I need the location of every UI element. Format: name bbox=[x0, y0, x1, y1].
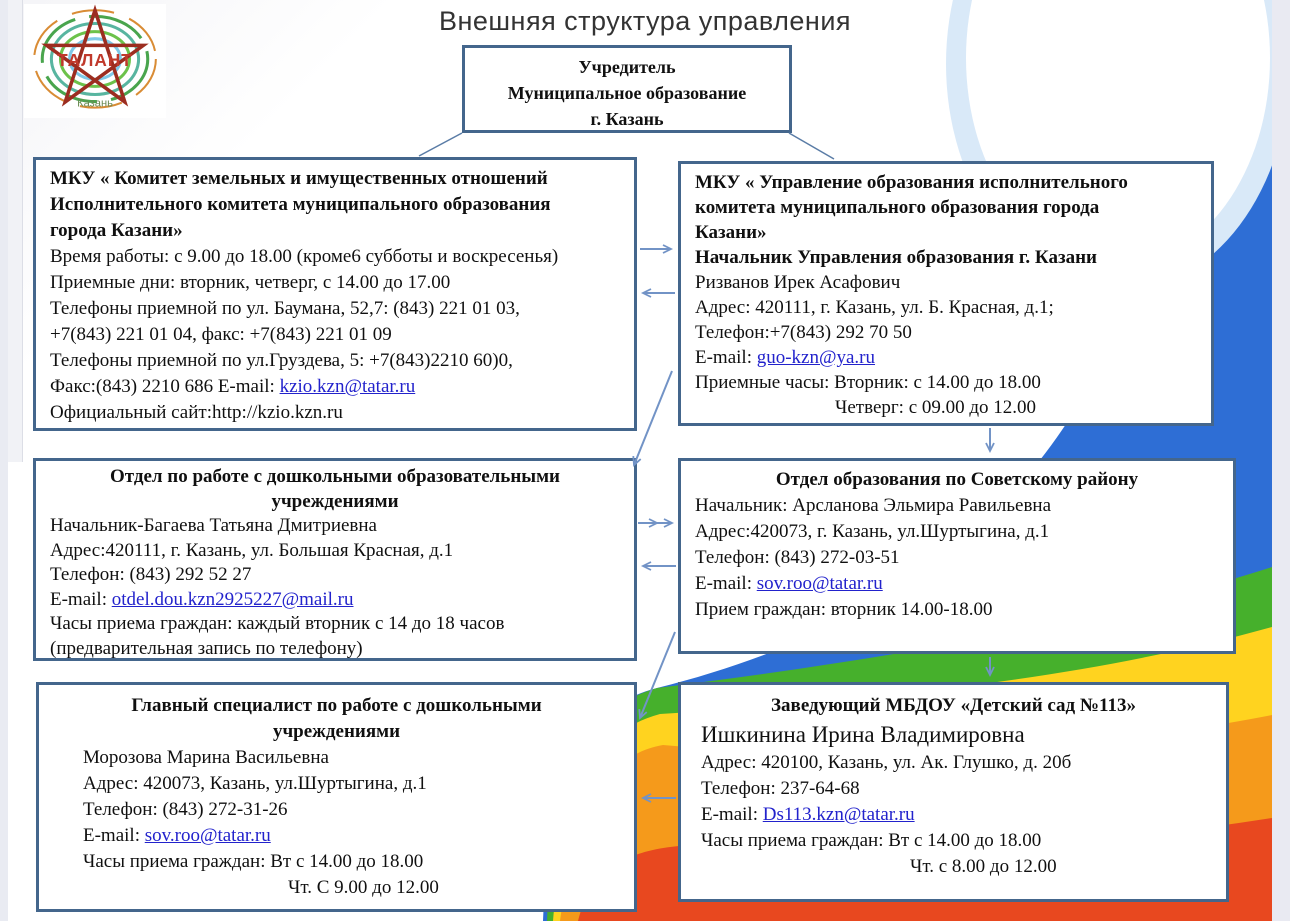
box-line bbox=[695, 802, 1212, 828]
box-line: Морозова Марина Васильевна bbox=[83, 747, 329, 768]
email-link[interactable]: otdel.dou.kzn2925227@mail.ru bbox=[111, 588, 354, 610]
box-line: Телефоны приемной по ул. Баумана, 52,7: (843) 221 01 03, bbox=[50, 298, 520, 319]
box-heading-line: Муниципальное образование bbox=[507, 83, 747, 103]
box-line: Прием граждан: вторник 14.00-18.00 bbox=[695, 599, 993, 620]
box-line-label: E-mail: bbox=[695, 347, 757, 368]
right-gutter bbox=[1272, 0, 1290, 921]
box-line: Чт. с 8.00 до 12.00 bbox=[910, 856, 1057, 877]
box-line: Часы приема граждан: Вт с 14.00 до 18.00 bbox=[701, 830, 1042, 851]
page-title: Внешняя структура управления bbox=[438, 6, 852, 36]
box-line bbox=[50, 374, 620, 400]
box-heading-line: учреждениями bbox=[271, 490, 399, 512]
email-link[interactable]: kzio.kzn@tatar.ru bbox=[279, 376, 416, 397]
preschool-department-box bbox=[33, 458, 637, 661]
box-line: Начальник: Арсланова Эльмира Равильевна bbox=[695, 495, 1052, 516]
box-line: Телефон: (843) 272-03-51 bbox=[695, 547, 900, 568]
box-line-label: Факс:(843) 2210 686 E-mail: bbox=[50, 376, 280, 397]
box-heading-line: города Казани» bbox=[50, 220, 183, 241]
box-heading-line: МКУ « Комитет земельных и имущественных отношений bbox=[50, 168, 548, 189]
box-line: (предварительная запись по телефону) bbox=[50, 637, 363, 659]
box-line: Начальник-Багаева Татьяна Дмитриевна bbox=[50, 515, 377, 536]
box-line: Адрес: 420111, г. Казань, ул. Б. Красная, д.1; bbox=[695, 297, 1054, 318]
box-line bbox=[53, 823, 620, 849]
box-line: Ишкинина Ирина Владимировна bbox=[701, 722, 1025, 747]
logo-city: Казань bbox=[77, 97, 113, 110]
box-heading-line: комитета муниципального образования города bbox=[695, 197, 1100, 218]
box-heading-line: МКУ « Управление образования исполнительного bbox=[695, 172, 1128, 193]
box-line: Часы приема граждан: каждый вторник с 14 до 18 часов bbox=[50, 613, 505, 634]
box-line: Телефоны приемной по ул.Груздева, 5: +7(843)2210 60)0, bbox=[50, 350, 513, 371]
box-heading-line: г. Казань bbox=[590, 109, 664, 129]
box-line: Ризванов Ирек Асафович bbox=[695, 272, 901, 293]
box-line: Адрес: 420073, Казань, ул.Шуртыгина, д.1 bbox=[83, 773, 427, 794]
email-link[interactable]: guo-kzn@ya.ru bbox=[756, 347, 876, 368]
box-line: Телефон: (843) 272-31-26 bbox=[83, 799, 288, 820]
box-heading-line: Исполнительного комитета муниципального образования bbox=[50, 194, 551, 215]
box-line: Адрес: 420100, Казань, ул. Ак. Глушко, д. 20б bbox=[701, 752, 1072, 773]
box-line: Телефон: (843) 292 52 27 bbox=[50, 564, 252, 585]
box-line bbox=[695, 345, 1197, 370]
box-heading-line: Заведующий МБДОУ «Детский сад №113» bbox=[771, 695, 1136, 716]
chief-specialist-box bbox=[36, 682, 637, 912]
left-band bbox=[8, 0, 23, 462]
email-link[interactable]: sov.roo@tatar.ru bbox=[144, 825, 271, 846]
box-heading-line: Начальник Управления образования г. Казани bbox=[695, 247, 1097, 268]
box-heading-line: Казани» bbox=[695, 222, 767, 243]
left-gutter bbox=[0, 0, 8, 921]
box-line bbox=[695, 571, 1219, 597]
box-line-label: E-mail: bbox=[50, 588, 112, 610]
email-link[interactable]: Ds113.kzn@tatar.ru bbox=[762, 804, 915, 825]
box-line bbox=[50, 588, 620, 613]
soviet-district-box bbox=[678, 458, 1236, 654]
box-line: Официальный сайт:http://kzio.kzn.ru bbox=[50, 402, 343, 423]
box-heading-line: Учредитель bbox=[578, 57, 676, 77]
box-line: Телефон: 237-64-68 bbox=[701, 778, 860, 799]
box-line: Телефон:+7(843) 292 70 50 bbox=[695, 322, 912, 343]
box-heading-line: Отдел по работе с дошкольными образовательными bbox=[109, 466, 561, 487]
education-department-box bbox=[678, 161, 1214, 426]
box-line: +7(843) 221 01 04, факс: +7(843) 221 01 09 bbox=[50, 324, 392, 345]
box-line: Адрес:420073, г. Казань, ул.Шуртыгина, д.1 bbox=[695, 521, 1050, 542]
box-line: Приемные дни: вторник, четверг, с 14.00 до 17.00 bbox=[50, 272, 451, 293]
box-line-label: E-mail: bbox=[83, 825, 145, 846]
box-line-label: E-mail: bbox=[701, 804, 763, 825]
box-line: Приемные часы: Вторник: с 14.00 до 18.00 bbox=[695, 372, 1041, 393]
box-heading-line: Отдел образования по Советскому району bbox=[775, 469, 1139, 490]
kzio-committee-box bbox=[33, 157, 637, 431]
logo-title: ТАЛАНТ bbox=[57, 50, 133, 71]
box-line: Адрес:420111, г. Казань, ул. Большая Красная, д.1 bbox=[50, 539, 454, 561]
box-heading-line: учреждениями bbox=[272, 721, 401, 742]
founder-box bbox=[462, 45, 792, 133]
kindergarten-head-box bbox=[678, 682, 1229, 902]
box-line-label: E-mail: bbox=[695, 573, 757, 594]
box-line: Время работы: с 9.00 до 18.00 (кроме6 субботы и воскресенья) bbox=[50, 246, 559, 267]
box-line: Часы приема граждан: Вт с 14.00 до 18.00 bbox=[83, 851, 424, 872]
box-heading-line: Главный специалист по работе с дошкольными bbox=[131, 695, 542, 716]
email-link[interactable]: sov.roo@tatar.ru bbox=[756, 573, 883, 594]
box-line: Чт. С 9.00 до 12.00 bbox=[288, 877, 439, 898]
talant-logo bbox=[24, 4, 166, 118]
box-line: Четверг: с 09.00 до 12.00 bbox=[835, 397, 1037, 418]
